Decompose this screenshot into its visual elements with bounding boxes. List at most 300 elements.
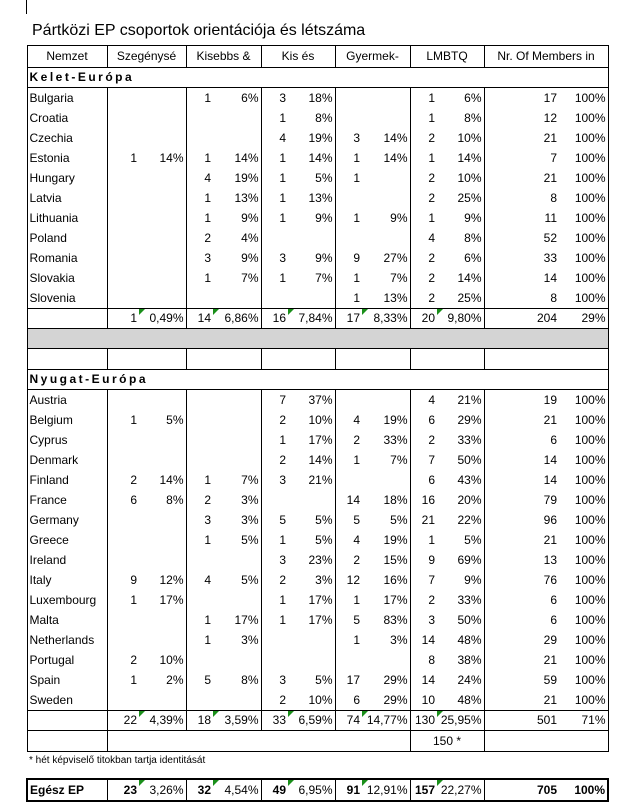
- count-cell[interactable]: 1: [279, 592, 286, 607]
- grand-total-label[interactable]: Egész EP: [27, 779, 107, 801]
- percent-cell[interactable]: 13%: [362, 288, 410, 309]
- percent-cell[interactable]: 4%: [213, 228, 261, 248]
- count-cell[interactable]: 2: [204, 492, 211, 507]
- percent-cell[interactable]: [139, 108, 186, 128]
- count-cell[interactable]: 21: [543, 130, 558, 145]
- count-cell[interactable]: 1: [204, 150, 211, 165]
- count-cell[interactable]: 14: [421, 672, 436, 687]
- count-cell[interactable]: 7: [428, 452, 436, 467]
- percent-cell[interactable]: 14%: [437, 148, 484, 168]
- percent-cell[interactable]: 100%: [559, 228, 608, 248]
- count-cell[interactable]: [186, 650, 213, 670]
- count-cell[interactable]: 7: [428, 572, 436, 587]
- percent-cell[interactable]: 14%: [288, 148, 335, 168]
- count-cell[interactable]: 11: [544, 210, 558, 225]
- percent-cell[interactable]: 100%: [559, 779, 608, 801]
- blank-cell[interactable]: [213, 349, 261, 370]
- percent-cell[interactable]: 10%: [139, 650, 186, 670]
- percent-cell[interactable]: 19%: [288, 128, 335, 148]
- count-cell[interactable]: [186, 288, 213, 309]
- country-cell[interactable]: Finland: [27, 470, 107, 490]
- percent-cell[interactable]: 50%: [437, 450, 484, 470]
- count-cell[interactable]: 14: [543, 452, 558, 467]
- blank-cell[interactable]: [139, 349, 186, 370]
- count-cell[interactable]: [107, 430, 139, 450]
- percent-cell[interactable]: 5%: [288, 670, 335, 690]
- count-cell[interactable]: [261, 288, 288, 309]
- country-cell[interactable]: Lithuania: [27, 208, 107, 228]
- count-cell[interactable]: 1: [204, 270, 211, 285]
- count-cell[interactable]: 4: [428, 230, 436, 245]
- count-cell[interactable]: [107, 108, 139, 128]
- percent-cell[interactable]: 17%: [288, 590, 335, 610]
- count-cell[interactable]: [335, 470, 362, 490]
- percent-cell[interactable]: 9%: [213, 248, 261, 268]
- percent-cell[interactable]: [213, 650, 261, 670]
- count-cell[interactable]: 2: [279, 412, 286, 427]
- percent-cell[interactable]: 37%: [288, 390, 335, 411]
- count-cell[interactable]: 8: [428, 652, 436, 667]
- count-cell[interactable]: [107, 610, 139, 630]
- count-cell[interactable]: 7: [550, 150, 558, 165]
- percent-cell[interactable]: 100%: [559, 108, 608, 128]
- count-cell[interactable]: [186, 450, 213, 470]
- count-cell[interactable]: 1: [279, 110, 286, 125]
- percent-cell[interactable]: 6,59%: [288, 711, 335, 731]
- percent-cell[interactable]: 14%: [139, 470, 186, 490]
- count-cell[interactable]: 1: [279, 170, 286, 185]
- count-cell[interactable]: 5: [204, 672, 211, 687]
- count-cell[interactable]: 204: [484, 309, 559, 329]
- percent-cell[interactable]: 6%: [437, 88, 484, 109]
- percent-cell[interactable]: [213, 288, 261, 309]
- percent-cell[interactable]: 100%: [559, 188, 608, 208]
- percent-cell[interactable]: 16%: [362, 570, 410, 590]
- percent-cell[interactable]: 10%: [288, 410, 335, 430]
- count-cell[interactable]: [107, 188, 139, 208]
- count-cell[interactable]: 29: [543, 632, 558, 647]
- percent-cell[interactable]: 12%: [139, 570, 186, 590]
- percent-cell[interactable]: 8%: [288, 108, 335, 128]
- count-cell[interactable]: 1: [204, 532, 211, 547]
- count-cell[interactable]: 19: [543, 392, 558, 407]
- header-group-4[interactable]: Gyermek-: [335, 46, 410, 68]
- blank-cell[interactable]: [288, 349, 335, 370]
- percent-cell[interactable]: 17%: [288, 430, 335, 450]
- country-cell[interactable]: Croatia: [27, 108, 107, 128]
- country-cell[interactable]: Netherlands: [27, 630, 107, 650]
- count-cell[interactable]: 1: [353, 270, 360, 285]
- percent-cell[interactable]: [139, 630, 186, 650]
- percent-cell[interactable]: 21%: [437, 390, 484, 411]
- country-cell[interactable]: Latvia: [27, 188, 107, 208]
- count-cell[interactable]: 5: [353, 512, 360, 527]
- count-cell[interactable]: 2: [428, 170, 436, 185]
- percent-cell[interactable]: 29%: [437, 410, 484, 430]
- percent-cell[interactable]: 7%: [362, 268, 410, 288]
- percent-cell[interactable]: 9%: [362, 208, 410, 228]
- percent-cell[interactable]: 100%: [559, 450, 608, 470]
- blank-cell[interactable]: [107, 731, 410, 752]
- percent-cell[interactable]: 19%: [362, 410, 410, 430]
- percent-cell[interactable]: [213, 108, 261, 128]
- country-cell[interactable]: Slovakia: [27, 268, 107, 288]
- count-cell[interactable]: 2: [279, 692, 286, 707]
- percent-cell[interactable]: 10%: [437, 168, 484, 188]
- percent-cell[interactable]: [288, 288, 335, 309]
- country-cell[interactable]: Malta: [27, 610, 107, 630]
- count-cell[interactable]: 91: [335, 779, 362, 801]
- percent-cell[interactable]: 8%: [213, 670, 261, 690]
- percent-cell[interactable]: 69%: [437, 550, 484, 570]
- count-cell[interactable]: 1: [353, 592, 360, 607]
- percent-cell[interactable]: 25%: [437, 288, 484, 309]
- percent-cell[interactable]: [139, 288, 186, 309]
- blank-cell[interactable]: [484, 731, 608, 752]
- header-group-2[interactable]: Kisebbs &: [186, 46, 261, 68]
- count-cell[interactable]: 6: [428, 472, 436, 487]
- count-cell[interactable]: 157: [410, 779, 437, 801]
- count-cell[interactable]: 2: [428, 432, 436, 447]
- country-cell[interactable]: Czechia: [27, 128, 107, 148]
- count-cell[interactable]: [107, 88, 139, 109]
- percent-cell[interactable]: 3%: [362, 630, 410, 650]
- percent-cell[interactable]: 5%: [362, 510, 410, 530]
- count-cell[interactable]: 59: [543, 672, 558, 687]
- percent-cell[interactable]: 17%: [288, 610, 335, 630]
- country-cell[interactable]: Poland: [27, 228, 107, 248]
- count-cell[interactable]: 3: [204, 512, 211, 527]
- country-cell[interactable]: Luxembourg: [27, 590, 107, 610]
- percent-cell[interactable]: 14%: [139, 148, 186, 168]
- count-cell[interactable]: 6: [353, 692, 360, 707]
- percent-cell[interactable]: [362, 168, 410, 188]
- percent-cell[interactable]: 100%: [559, 430, 608, 450]
- percent-cell[interactable]: 19%: [213, 168, 261, 188]
- percent-cell[interactable]: 3%: [213, 490, 261, 510]
- percent-cell[interactable]: 6,86%: [213, 309, 261, 329]
- count-cell[interactable]: 1: [204, 472, 211, 487]
- count-cell[interactable]: 4: [204, 170, 211, 185]
- count-cell[interactable]: 1: [204, 612, 211, 627]
- percent-cell[interactable]: [139, 128, 186, 148]
- country-cell[interactable]: Denmark: [27, 450, 107, 470]
- percent-cell[interactable]: 100%: [559, 530, 608, 550]
- count-cell[interactable]: [261, 650, 288, 670]
- count-cell[interactable]: 23: [107, 779, 139, 801]
- count-cell[interactable]: [335, 228, 362, 248]
- percent-cell[interactable]: [139, 610, 186, 630]
- count-cell[interactable]: 21: [543, 412, 558, 427]
- count-cell[interactable]: 16: [421, 492, 436, 507]
- count-cell[interactable]: 1: [279, 612, 286, 627]
- count-cell[interactable]: 501: [484, 711, 559, 731]
- percent-cell[interactable]: [139, 430, 186, 450]
- blank-cell[interactable]: [186, 349, 213, 370]
- percent-cell[interactable]: [288, 650, 335, 670]
- blank-cell[interactable]: [27, 349, 107, 370]
- count-cell[interactable]: [107, 450, 139, 470]
- count-cell[interactable]: [186, 590, 213, 610]
- count-cell[interactable]: 14: [346, 492, 360, 507]
- count-cell[interactable]: 4: [428, 392, 436, 407]
- count-cell[interactable]: 1: [279, 210, 286, 225]
- percent-cell[interactable]: 25,95%: [437, 711, 484, 731]
- percent-cell[interactable]: [139, 510, 186, 530]
- header-group-1[interactable]: Szegénysé: [107, 46, 186, 68]
- percent-cell[interactable]: 29%: [362, 690, 410, 711]
- count-cell[interactable]: [107, 510, 139, 530]
- percent-cell[interactable]: 15%: [362, 550, 410, 570]
- count-cell[interactable]: 2: [428, 290, 436, 305]
- count-cell[interactable]: 1: [353, 150, 360, 165]
- count-cell[interactable]: [107, 690, 139, 711]
- count-cell[interactable]: 1: [353, 170, 360, 185]
- percent-cell[interactable]: 6,95%: [288, 779, 335, 801]
- percent-cell[interactable]: 100%: [559, 670, 608, 690]
- total-label-cell[interactable]: [27, 711, 107, 731]
- country-cell[interactable]: Greece: [27, 530, 107, 550]
- blank-cell[interactable]: [410, 349, 437, 370]
- count-cell[interactable]: 1: [279, 532, 286, 547]
- blank-cell[interactable]: [437, 349, 484, 370]
- count-cell[interactable]: 6: [130, 492, 137, 507]
- blank-cell[interactable]: [335, 349, 362, 370]
- percent-cell[interactable]: [139, 390, 186, 411]
- percent-cell[interactable]: 3,26%: [139, 779, 186, 801]
- count-cell[interactable]: 8: [550, 290, 558, 305]
- percent-cell[interactable]: 83%: [362, 610, 410, 630]
- count-cell[interactable]: [107, 168, 139, 188]
- percent-cell[interactable]: 3%: [213, 630, 261, 650]
- count-cell[interactable]: [261, 228, 288, 248]
- count-cell[interactable]: 21: [543, 170, 558, 185]
- percent-cell[interactable]: [288, 228, 335, 248]
- percent-cell[interactable]: [362, 188, 410, 208]
- country-cell[interactable]: France: [27, 490, 107, 510]
- percent-cell[interactable]: 100%: [559, 168, 608, 188]
- count-cell[interactable]: [107, 208, 139, 228]
- percent-cell[interactable]: 9%: [288, 208, 335, 228]
- count-cell[interactable]: 1: [130, 150, 137, 165]
- count-cell[interactable]: 1: [279, 150, 286, 165]
- count-cell[interactable]: 6: [550, 432, 558, 447]
- count-cell[interactable]: [107, 268, 139, 288]
- percent-cell[interactable]: 33%: [437, 430, 484, 450]
- count-cell[interactable]: 2: [428, 190, 436, 205]
- region-name[interactable]: Kelet-Európa: [27, 68, 608, 88]
- count-cell[interactable]: 5: [279, 512, 286, 527]
- count-cell[interactable]: 3: [279, 472, 286, 487]
- count-cell[interactable]: 6: [550, 592, 558, 607]
- count-cell[interactable]: 1: [279, 190, 286, 205]
- percent-cell[interactable]: 0,49%: [139, 309, 186, 329]
- count-cell[interactable]: 4: [353, 412, 360, 427]
- count-cell[interactable]: 2: [428, 250, 436, 265]
- percent-cell[interactable]: 18%: [362, 490, 410, 510]
- count-cell[interactable]: 3: [279, 552, 286, 567]
- footnote[interactable]: * hét képviselő titokban tartja identitását: [29, 755, 206, 766]
- percent-cell[interactable]: 29%: [362, 670, 410, 690]
- count-cell[interactable]: 12: [346, 572, 360, 587]
- percent-cell[interactable]: [139, 208, 186, 228]
- count-cell[interactable]: 52: [543, 230, 558, 245]
- count-cell[interactable]: 2: [428, 270, 436, 285]
- count-cell[interactable]: 1: [428, 110, 436, 125]
- percent-cell[interactable]: 5%: [139, 410, 186, 430]
- percent-cell[interactable]: 100%: [559, 148, 608, 168]
- percent-cell[interactable]: 14%: [362, 148, 410, 168]
- count-cell[interactable]: 2: [353, 552, 360, 567]
- country-cell[interactable]: Romania: [27, 248, 107, 268]
- percent-cell[interactable]: 8%: [437, 228, 484, 248]
- percent-cell[interactable]: 100%: [559, 630, 608, 650]
- count-cell[interactable]: 14: [543, 472, 558, 487]
- count-cell[interactable]: [186, 108, 213, 128]
- spacer-cell[interactable]: [27, 769, 608, 779]
- count-cell[interactable]: 18: [186, 711, 213, 731]
- count-cell[interactable]: [335, 390, 362, 411]
- count-cell[interactable]: 4: [353, 532, 360, 547]
- percent-cell[interactable]: 100%: [559, 610, 608, 630]
- count-cell[interactable]: 33: [543, 250, 558, 265]
- percent-cell[interactable]: 9%: [437, 208, 484, 228]
- percent-cell[interactable]: 22%: [437, 510, 484, 530]
- count-cell[interactable]: 1: [353, 210, 360, 225]
- count-cell[interactable]: [107, 128, 139, 148]
- percent-cell[interactable]: 29%: [559, 309, 608, 329]
- count-cell[interactable]: 6: [550, 612, 558, 627]
- percent-cell[interactable]: 7%: [288, 268, 335, 288]
- count-cell[interactable]: [107, 288, 139, 309]
- percent-cell[interactable]: 20%: [437, 490, 484, 510]
- count-cell[interactable]: 1: [130, 672, 137, 687]
- percent-cell[interactable]: 100%: [559, 570, 608, 590]
- count-cell[interactable]: 13: [543, 552, 558, 567]
- count-cell[interactable]: [261, 630, 288, 650]
- blank-cell[interactable]: [107, 349, 139, 370]
- percent-cell[interactable]: [139, 690, 186, 711]
- percent-cell[interactable]: [362, 228, 410, 248]
- count-cell[interactable]: 7: [279, 392, 286, 407]
- percent-cell[interactable]: 3%: [213, 510, 261, 530]
- count-cell[interactable]: 3: [428, 612, 436, 627]
- percent-cell[interactable]: [213, 590, 261, 610]
- percent-cell[interactable]: 100%: [559, 510, 608, 530]
- percent-cell[interactable]: 18%: [288, 88, 335, 109]
- count-cell[interactable]: 21: [421, 512, 436, 527]
- percent-cell[interactable]: [362, 650, 410, 670]
- count-cell[interactable]: 9: [428, 552, 436, 567]
- percent-cell[interactable]: 3,59%: [213, 711, 261, 731]
- count-cell[interactable]: 49: [261, 779, 288, 801]
- percent-cell[interactable]: 38%: [437, 650, 484, 670]
- percent-cell[interactable]: 7%: [362, 450, 410, 470]
- percent-cell[interactable]: [362, 108, 410, 128]
- percent-cell[interactable]: 8%: [437, 108, 484, 128]
- percent-cell[interactable]: 17%: [213, 610, 261, 630]
- percent-cell[interactable]: 14%: [288, 450, 335, 470]
- count-cell[interactable]: 1: [353, 632, 360, 647]
- percent-cell[interactable]: 14,77%: [362, 711, 410, 731]
- percent-cell[interactable]: 100%: [559, 390, 608, 411]
- percent-cell[interactable]: 24%: [437, 670, 484, 690]
- percent-cell[interactable]: 100%: [559, 650, 608, 670]
- country-cell[interactable]: Portugal: [27, 650, 107, 670]
- count-cell[interactable]: 6: [428, 412, 436, 427]
- country-cell[interactable]: Italy: [27, 570, 107, 590]
- count-cell[interactable]: [186, 410, 213, 430]
- count-cell[interactable]: 21: [543, 532, 558, 547]
- count-cell[interactable]: [335, 88, 362, 109]
- percent-cell[interactable]: 100%: [559, 268, 608, 288]
- count-cell[interactable]: 12: [543, 110, 558, 125]
- count-cell[interactable]: 1: [353, 452, 360, 467]
- percent-cell[interactable]: 6%: [437, 248, 484, 268]
- country-cell[interactable]: Ireland: [27, 550, 107, 570]
- country-cell[interactable]: Spain: [27, 670, 107, 690]
- percent-cell[interactable]: 33%: [437, 590, 484, 610]
- percent-cell[interactable]: [213, 390, 261, 411]
- count-cell[interactable]: 2: [428, 130, 436, 145]
- count-cell[interactable]: 1: [107, 309, 139, 329]
- country-cell[interactable]: Austria: [27, 390, 107, 411]
- count-cell[interactable]: 2: [279, 572, 286, 587]
- count-cell[interactable]: 16: [261, 309, 288, 329]
- country-cell[interactable]: Bulgaria: [27, 88, 107, 109]
- blank-cell[interactable]: [559, 349, 608, 370]
- count-cell[interactable]: 20: [410, 309, 437, 329]
- count-cell[interactable]: 21: [543, 652, 558, 667]
- percent-cell[interactable]: 7%: [213, 470, 261, 490]
- percent-cell[interactable]: 100%: [559, 248, 608, 268]
- count-cell[interactable]: 9: [130, 572, 137, 587]
- header-group-5[interactable]: LMBTQ: [410, 46, 484, 68]
- blank-cell[interactable]: [362, 349, 410, 370]
- country-cell[interactable]: Hungary: [27, 168, 107, 188]
- percent-cell[interactable]: 7%: [213, 268, 261, 288]
- count-cell[interactable]: 3: [279, 250, 286, 265]
- count-cell[interactable]: 1: [428, 210, 436, 225]
- percent-cell[interactable]: 100%: [559, 208, 608, 228]
- percent-cell[interactable]: [288, 630, 335, 650]
- percent-cell[interactable]: 100%: [559, 550, 608, 570]
- percent-cell[interactable]: 9%: [437, 570, 484, 590]
- count-cell[interactable]: 14: [186, 309, 213, 329]
- percent-cell[interactable]: [139, 228, 186, 248]
- count-cell[interactable]: [107, 630, 139, 650]
- percent-cell[interactable]: [139, 268, 186, 288]
- count-cell[interactable]: 79: [543, 492, 558, 507]
- count-cell[interactable]: [186, 690, 213, 711]
- count-cell[interactable]: 1: [353, 290, 360, 305]
- percent-cell[interactable]: 100%: [559, 470, 608, 490]
- percent-cell[interactable]: 14%: [362, 128, 410, 148]
- percent-cell[interactable]: 22,27%: [437, 779, 484, 801]
- header-group-3[interactable]: Kis és: [261, 46, 335, 68]
- percent-cell[interactable]: 100%: [559, 128, 608, 148]
- separator-cell[interactable]: [27, 329, 608, 349]
- percent-cell[interactable]: [362, 88, 410, 109]
- count-cell[interactable]: 96: [543, 512, 558, 527]
- count-cell[interactable]: [335, 108, 362, 128]
- count-cell[interactable]: [107, 550, 139, 570]
- count-cell[interactable]: 2: [204, 230, 211, 245]
- percent-cell[interactable]: 8%: [139, 490, 186, 510]
- percent-cell[interactable]: [213, 550, 261, 570]
- percent-cell[interactable]: 23%: [288, 550, 335, 570]
- percent-cell[interactable]: 50%: [437, 610, 484, 630]
